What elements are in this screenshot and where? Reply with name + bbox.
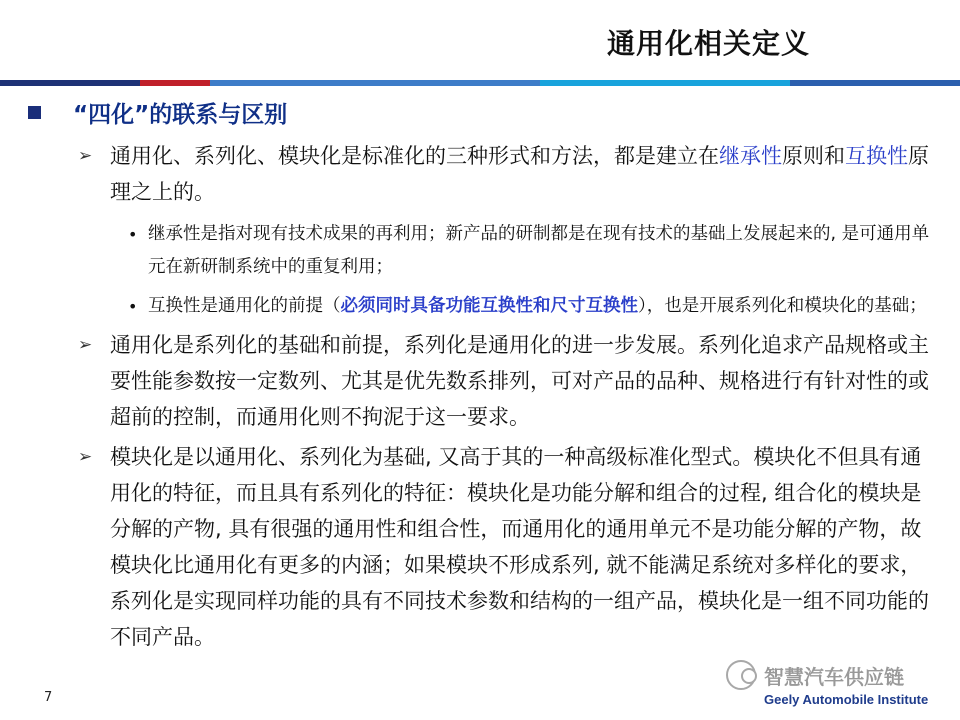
band-segment (790, 80, 960, 86)
square-bullet-icon (28, 106, 41, 119)
highlight-term: 必须同时具备功能互换性和尺寸互换性 (340, 296, 638, 316)
bullet-item (78, 439, 938, 655)
arrow-right-icon: ➢ (78, 447, 93, 467)
sub-bullet-item (78, 290, 938, 323)
text: 原则和 (782, 144, 845, 168)
text: 原理之上的。 (110, 144, 929, 204)
highlight-term: 继承性 (719, 144, 782, 168)
text: 互换性是通用化的前提（ (148, 296, 341, 316)
text: ），也是开展系列化和模块化的基础； (638, 296, 927, 316)
watermark (726, 660, 904, 690)
band-segment (0, 80, 140, 86)
dot-icon: • (128, 225, 138, 244)
footer-brand: Geely Automobile Institute (764, 692, 929, 707)
text: 模块化是以通用化、系列化为基础, 又高于其的一种高级标准化型式。模块化不但具有通用化的特征，而且具有系列化的特征：模块化是功能分解和组合的过程, 组合化的模块是分解的产物, 具有很强的通用性和组合性，而通用化的通用单元不是功能分解的产物，故模块化比通用化有更多的内涵；如果模块不形成系列, 就不能满足系统对多样化的要求，系列化是实现同样功能的具有不同技术参数和结构的一组产品，模块化是一组不同功能的不同产品。 (110, 445, 929, 649)
band-segment (210, 80, 540, 86)
bullet-item (78, 327, 938, 435)
band-segment (540, 80, 790, 86)
sub-bullet-item (78, 218, 938, 284)
text: 通用化、系列化、模块化是标准化的三种形式和方法，都是建立在 (110, 144, 719, 168)
wechat-icon (726, 660, 756, 690)
text: 通用化是系列化的基础和前提，系列化是通用化的进一步发展。系列化追求产品规格或主要性能参数按一定数列、尤其是优先数系排列，可对产品的品种、规格进行有针对性的或超前的控制，而通用化则不拘泥于这一要求。 (110, 333, 929, 429)
highlight-term: 互换性 (845, 144, 908, 168)
page-number: 7 (44, 690, 53, 705)
bullet-list (78, 138, 938, 655)
section-heading-text: “四化”的联系与区别 (73, 102, 288, 128)
arrow-right-icon: ➢ (78, 335, 93, 355)
bullet-item (78, 138, 938, 210)
band-segment (140, 80, 210, 86)
text: 继承性是指对现有技术成果的再利用；新产品的研制都是在现有技术的基础上发展起来的, 是可通用单元在新研制系统中的重复利用； (148, 224, 930, 277)
title-color-band (0, 80, 960, 86)
arrow-right-icon: ➢ (78, 146, 93, 166)
watermark-text: 智慧汽车供应链 (764, 664, 904, 689)
dot-icon: • (128, 297, 138, 316)
page-title: 通用化相关定义 (606, 27, 810, 60)
section-heading (28, 96, 287, 129)
